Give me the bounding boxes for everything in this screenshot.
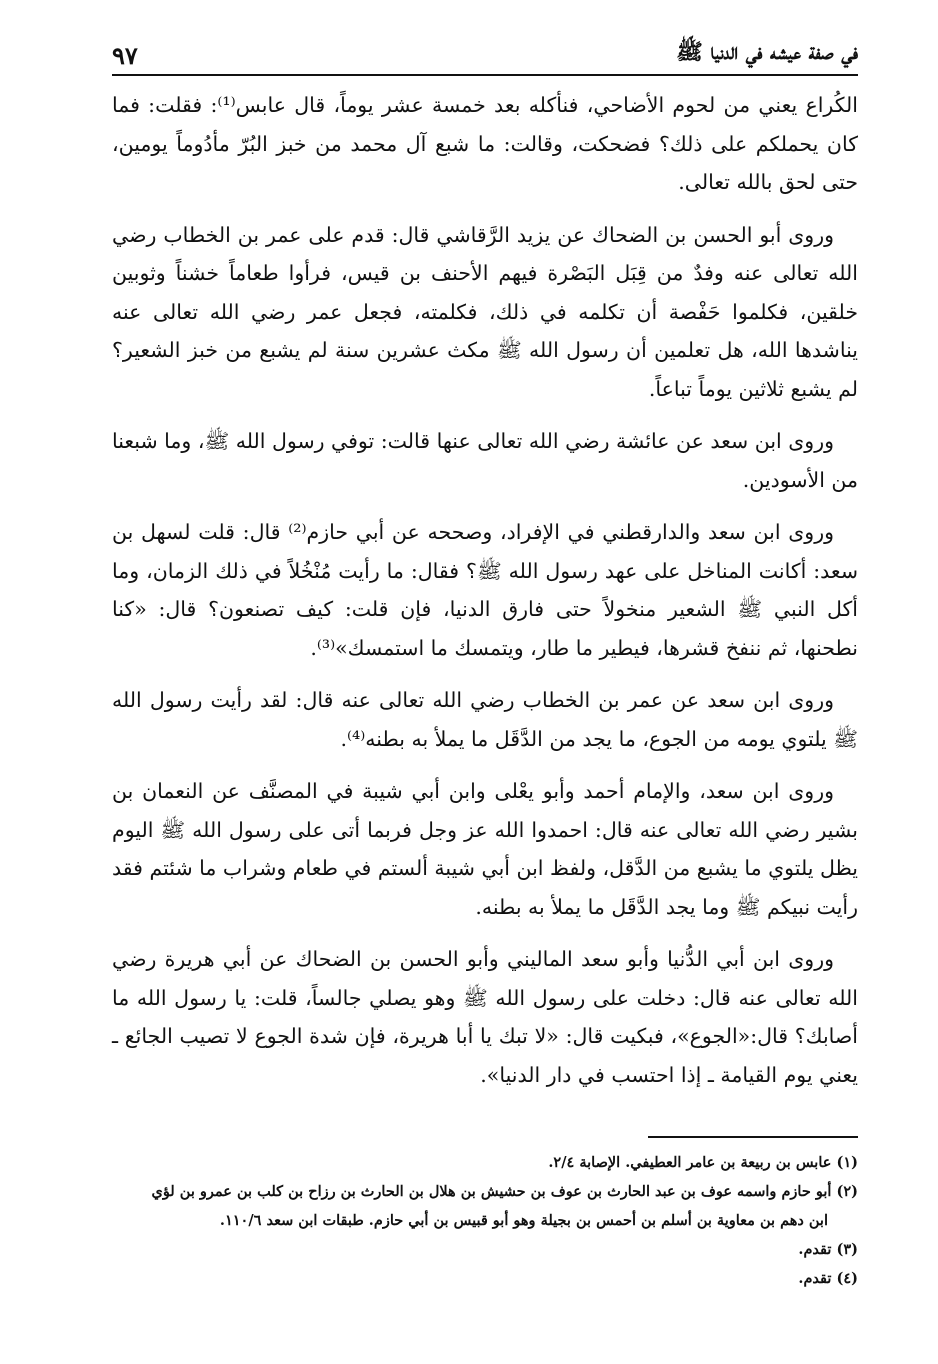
- footnote-2-continuation: ابن دهم بن معاوية بن أسلم بن أحمس بن بجيلة وهو أبو قبيس بن أبي حازم. طبقات ابن سعد ١١٠/٦.: [219, 1212, 828, 1229]
- paragraph-6: وروى ابن سعد، والإمام أحمد وأبو يعْلى وابن أبي شيبة في المصنَّف عن النعمان بن بشير رضي الله تعالى عنه قال: احمدوا الله عز وجل فربما أتى على رسول الله ﷺ اليوم يظل يلتوي ما يشبع من الدَّقل، ولفظ ابن أبي شيبة ألستم في طعام وشراب ما شئتم فقد رأيت نبيكم ﷺ وما يجد الدَّقَل ما يملأ به بطنه.: [112, 779, 858, 919]
- page-header: [112, 34, 858, 76]
- main-text: [112, 86, 858, 1108]
- paragraph-2: وروى أبو الحسن بن الضحاك عن يزيد الرَّقاشي قال: قدم على عمر بن الخطاب رضي الله تعالى عنه وفدٌ من قِبَل البَصْرة فيهم الأحنف بن قيس، فرأوا طعاماً خشناً وثوبين خلقين، فكلموا حَفْصة أن تكلمه في ذلك، فكلمته، فجعل عمر رضي الله تعالى عنه يناشدها الله، هل تعلمين أن رسول الله ﷺ مكث عشرين سنة لم يشبع من خبز الشعير؟ لم يشبع ثلاثين يوماً تباعاً.: [112, 222, 858, 401]
- footnote-2: (٢) أبو حازم واسمه عوف بن عبد الحارث بن عوف بن حشيش بن هلال بن الحارث بن رزاح بن كلب بن عمرو بن لؤي: [151, 1183, 858, 1200]
- paragraph-1: الكُراع يعني من لحوم الأضاحي، فنأكله بعد خمسة عشر يوماً، قال عابس⁽¹⁾: فقلت: فما كان يحملكم على ذلك؟ فضحكت، وقالت: ما شبع آل محمد من خبز البُرّ مأدُوماً يومين، حتى لحق بالله تعالى.: [112, 93, 858, 194]
- paragraph-3: وروى ابن سعد عن عائشة رضي الله تعالى عنها قالت: توفي رسول الله ﷺ، وما شبعنا من الأسودين.: [111, 429, 858, 492]
- paragraph-4: وروى ابن سعد والدارقطني في الإفراد، وصححه عن أبي حازم⁽²⁾ قال: قلت لسهل بن سعد: أكانت المناخل على عهد رسول الله ﷺ؟ فقال: ما رأيت مُنْخُلاً في ذلك الزمان، وما أكل النبي ﷺ الشعير منخولاً حتى فارق الدنيا، فإن قلت: كيف تصنعون؟ قال: «كنا نطحنها، ثم ننفخ قشرها، فيطير ما طار، ويتمسك ما استمسك»⁽³⁾.: [112, 520, 858, 660]
- page-number: ٩٧: [112, 41, 138, 70]
- footnotes: [112, 1150, 858, 1295]
- paragraph-7: وروى ابن أبي الدُّنيا وأبو سعد الماليني وأبو الحسن بن الضحاك عن أبي هريرة رضي الله تعالى عنه قال: دخلت على رسول الله ﷺ وهو يصلي جالساً، قلت: يا رسول الله ما أصابك؟ قال:«الجوع»، فبكيت قال: «لا تبك يا أبا هريرة، فإن شدة الجوع لا تصيب الجائع ـ يعني يوم القيامة ـ إذا احتسب في دار الدنيا».: [112, 947, 858, 1087]
- paragraph-5: وروى ابن سعد عن عمر بن الخطاب رضي الله تعالى عنه قال: لقد رأيت رسول الله ﷺ يلتوي يومه من الجوع، ما يجد من الدَّقَل ما يملأ به بطنه⁽⁴⁾.: [112, 688, 858, 751]
- running-title: في صفة عيشه في الدنيا ﷺ: [676, 39, 858, 65]
- footnote-divider: [648, 1136, 858, 1138]
- footnote-4: (٤) تقدم.: [798, 1270, 858, 1287]
- footnote-3: (٣) تقدم.: [798, 1241, 858, 1258]
- footnote-1: (١) عابس بن ربيعة بن عامر العطيفي. الإصابة ٢/٤.: [548, 1154, 858, 1171]
